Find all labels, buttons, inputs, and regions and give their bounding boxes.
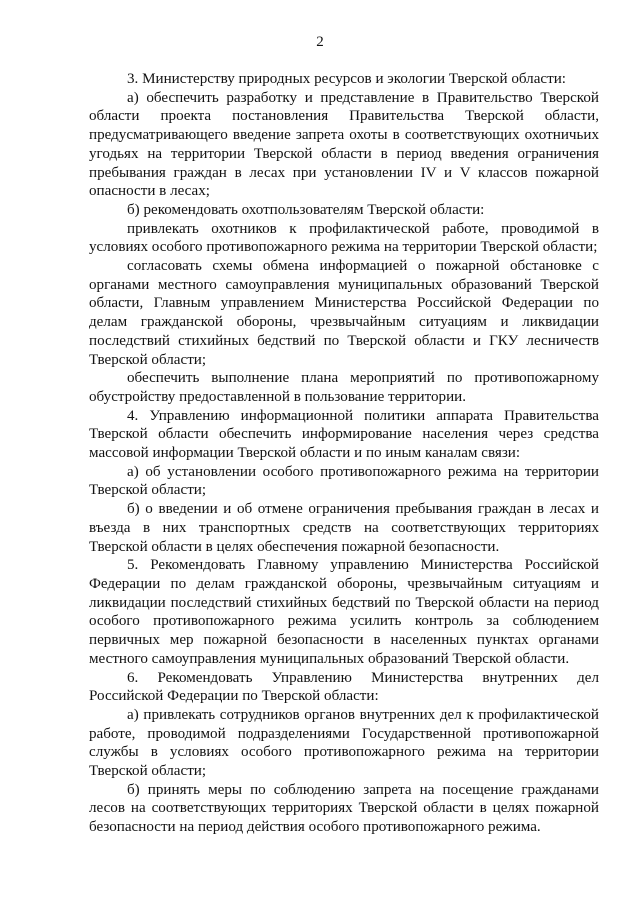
paragraph-3b-item-3: обеспечить выполнение плана мероприятий по противопожарному обустройству предоставленной в пользование территории.	[89, 370, 599, 405]
paragraph-3b: б) рекомендовать охотпользователям Тверской области:	[127, 201, 485, 218]
paragraph-3: 3. Министерству природных ресурсов и экологии Тверской области:	[127, 71, 566, 87]
paragraph-4b: б) о введении и об отмене ограничения пребывания граждан в лесах и въезда в них транспортных средств на соответствующих территориях Тверской области в целях обеспечения пожарной безопасности.	[89, 501, 599, 555]
paragraph-6b: б) принять меры по соблюдению запрета на посещение гражданами лесов на соответствующих территориях Тверской области в целях пожарной безопасности на период действия особого противопожарного режима.	[89, 781, 599, 836]
paragraph-3b-item-2: согласовать схемы обмена информацией о пожарной обстановке с органами местного самоуправления муниципальных образований Тверской области, Главным управлением Министерства Российской Федерации по делам гражданской обороны, чрезвычайным ситуациям и ликвидации последствий стихийных бедствий по Тверской области и ГКУ лесничеств Тверской области;	[89, 258, 599, 368]
page-number: 2	[316, 34, 324, 50]
paragraph-4a: а) об установлении особого противопожарного режима на территории Тверской области;	[89, 463, 599, 499]
paragraph-6a: а) привлекать сотрудников органов внутренних дел к профилактической работе, проводимой подразделениями Государственной противопожарной службы в условиях особого противопожарного режима на территории Тверской области;	[89, 706, 599, 780]
paragraph-5: 5. Рекомендовать Главному управлению Министерства Российской Федерации по делам гражданской обороны, чрезвычайным ситуациям и ликвидации последствий стихийных бедствий по Тверской области на период особого противопожарного режима усилить контроль за соблюдением первичных мер пожарной безопасности в населенных пунктах органами местного самоуправления муниципальных образований Тверской области.	[89, 557, 599, 667]
paragraph-3b-item-1: привлекать охотников к профилактической работе, проводимой в условиях особого противопожарного режима на территории Тверской области;	[89, 220, 599, 256]
paragraph-3a: а) обеспечить разработку и представление в Правительство Тверской области проекта постановления Правительства Тверской области, предусматривающего введение запрета охоты в соответствующих охотничьих угодьях на территории Тверской области в период введения ограничения пребывания граждан в лесах при установлении IV и V классов пожарной опасности в лесах;	[89, 89, 599, 200]
paragraph-6: 6. Рекомендовать Управлению Министерства внутренних дел Российской Федерации по Тверской области:	[89, 669, 599, 705]
paragraph-4: 4. Управлению информационной политики аппарата Правительства Тверской области обеспечить информирование населения через средства массовой информации Тверской области и по иным каналам связи:	[89, 407, 599, 462]
document-body	[89, 70, 599, 837]
